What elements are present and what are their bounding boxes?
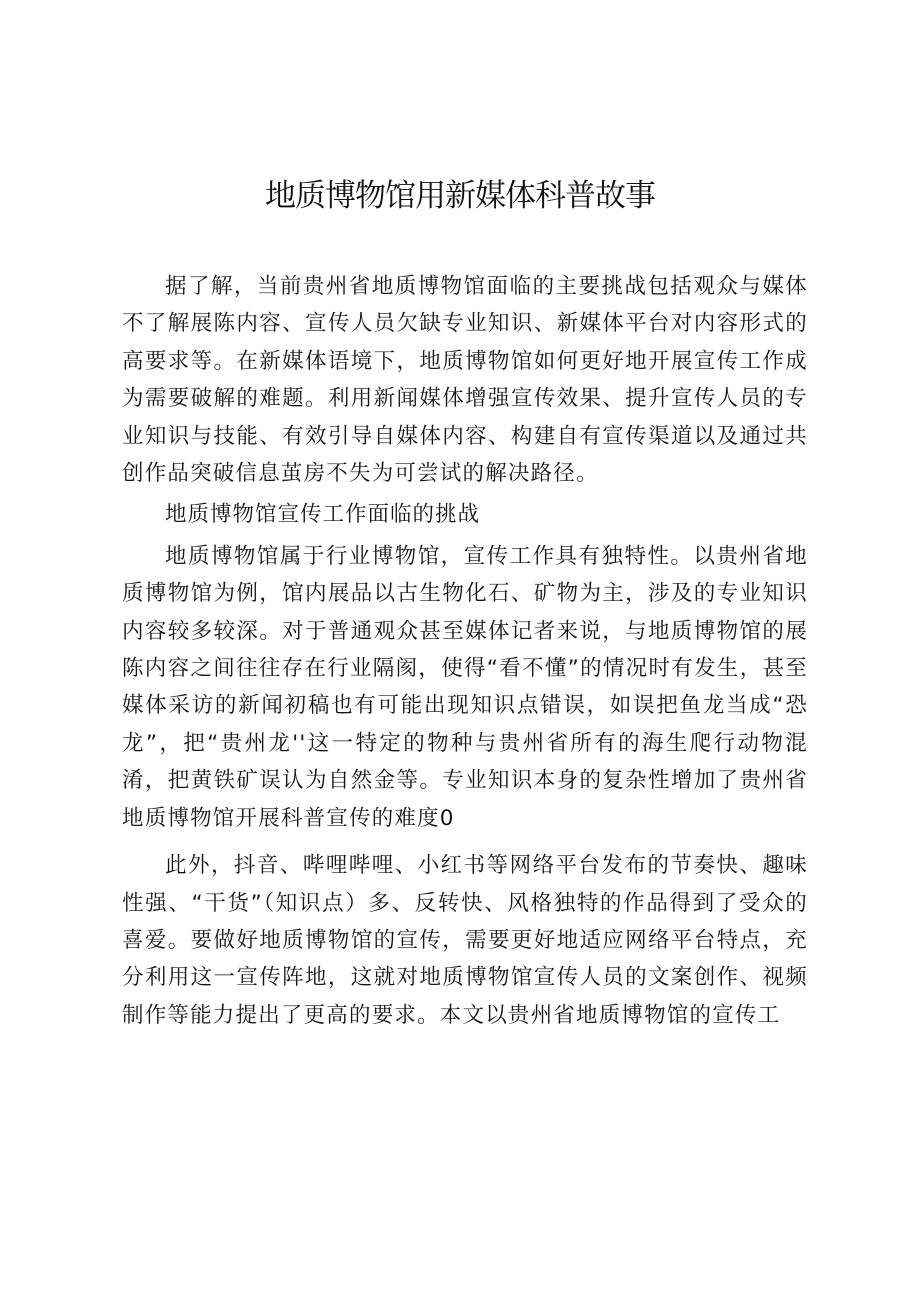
section-heading: 地质博物馆宣传工作面临的挑战 (165, 502, 481, 528)
document-body (122, 268, 808, 1034)
section-paragraph: 地质博物馆属于行业博物馆，宣传工作具有独特性。以贵州省地质博物馆为例，馆内展品以古生物化石、矿物为主，涉及的专业知识内容较多较深。对于普通观众甚至媒体记者来说，与地质博物馆的展陈内容之间往往存在行业隔阂，使得“看不懂”的情况时有发生，甚至媒体采访的新闻初稿也有可能出现知识点错误，如误把鱼龙当成“恐龙”，把“贵州龙''这一特定的物种与贵州省所有的海生爬行动物混淆，把黄铁矿误认为自然金等。专业知识本身的复杂性增加了贵州省地质博物馆开展科普宣传的难度0 (122, 543, 808, 831)
intro-paragraph: 据了解，当前贵州省地质博物馆面临的主要挑战包括观众与媒体不了解展陈内容、宣传人员欠缺专业知识、新媒体平台对内容形式的高要求等。在新媒体语境下，地质博物馆如何更好地开展宣传工作成为需要破解的难题。利用新闻媒体增强宣传效果、提升宣传人员的专业知识与技能、有效引导自媒体内容、构建自有宣传渠道以及通过共创作品突破信息茧房不失为可尝试的解决路径。 (122, 274, 808, 487)
document-title: 地质博物馆用新媒体科普故事 (265, 178, 655, 214)
section-paragraph: 此外，抖音、哔哩哔哩、小红书等网络平台发布的节奏快、趣味性强、“干货”（知识点）多、反转快、风格独特的作品得到了受众的喜爱。要做好地质博物馆的宣传，需要更好地适应网络平台特点，充分利用这一宣传阵地，这就对地质博物馆宣传人员的文案创作、视频制作等能力提出了更高的要求。本文以贵州省地质博物馆的宣传工 (122, 853, 808, 1028)
